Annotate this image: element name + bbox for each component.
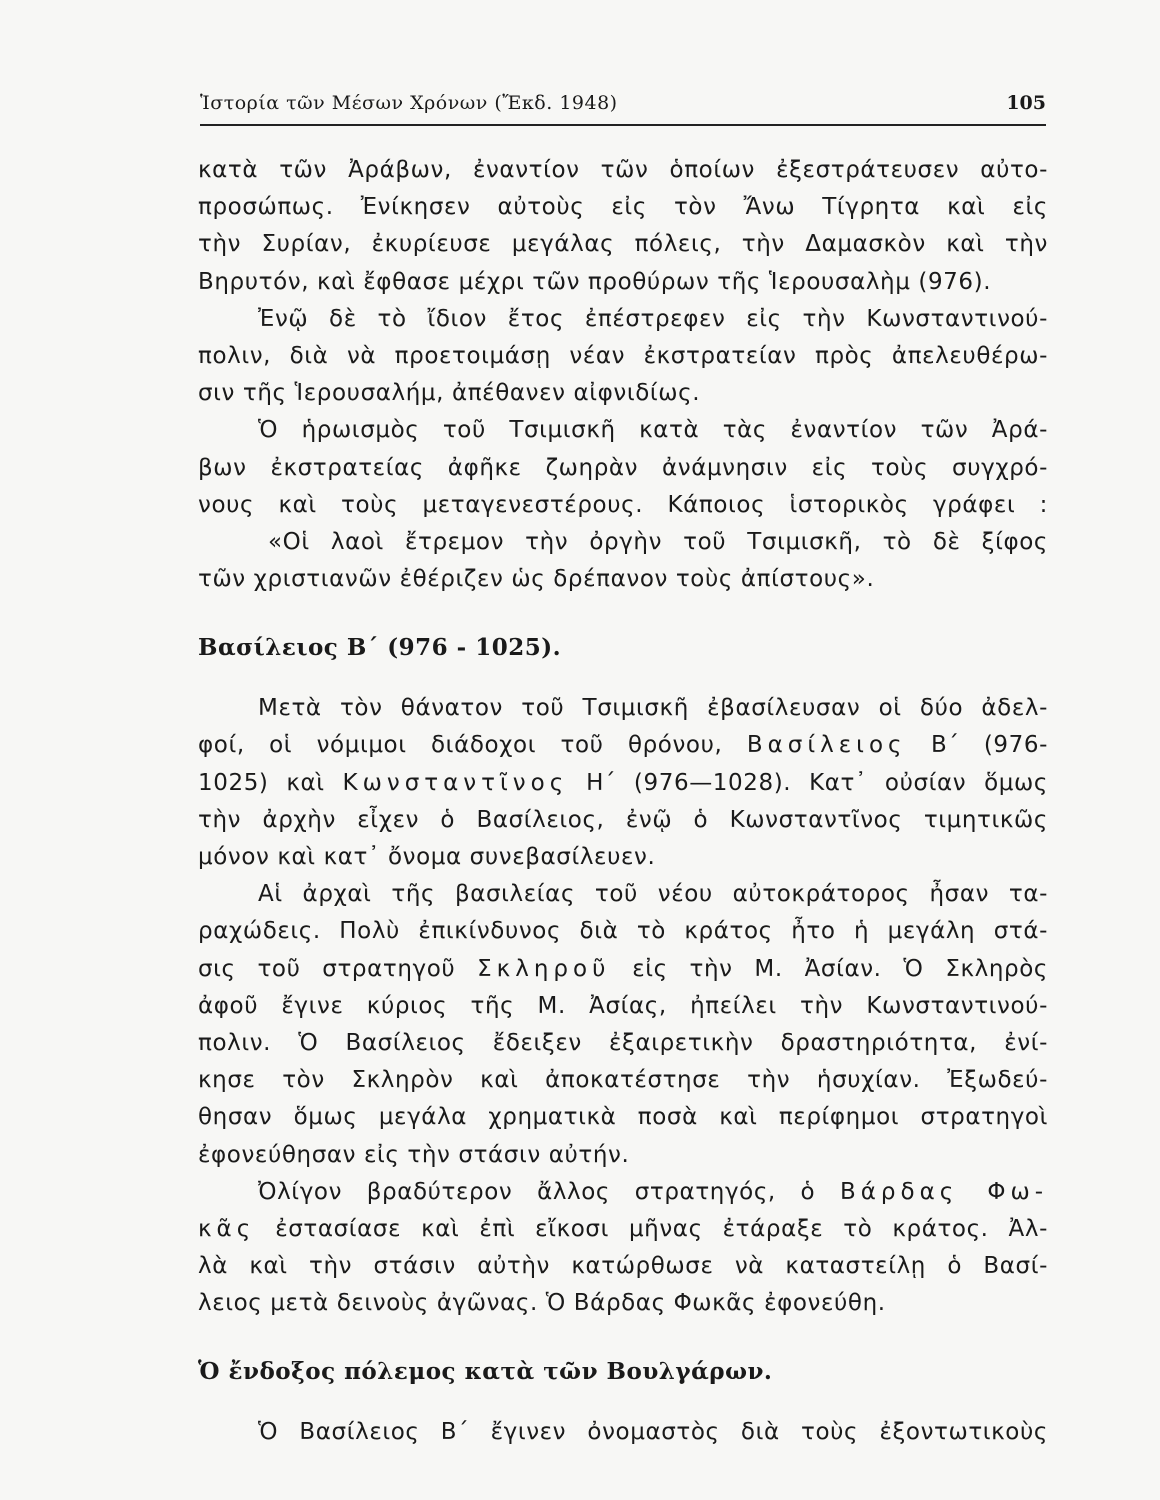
text-line: Μετὰ τὸν θάνατον τοῦ Τσιμισκῆ ἐβασίλευσαν οἱ δύο ἀδελ- — [258, 695, 1048, 722]
running-header — [200, 92, 1046, 126]
emphasized-name: Κωνσταντῖνος — [342, 769, 569, 796]
text-line: ἐφονεύθησαν εἰς τὴν στάσιν αὐτήν. — [198, 1141, 630, 1168]
section-heading-basil: Βασίλειος Β΄ (976 - 1025). — [198, 634, 562, 662]
text-line: Ὁ Βασίλειος Β΄ ἔγινεν ὀνομαστὸς διὰ τοὺς ἐξοντωτικοὺς — [258, 1419, 1048, 1446]
text-line: Αἱ ἀρχαὶ τῆς βασιλείας τοῦ νέου αὐτοκράτορος ἦσαν τα- — [258, 881, 1048, 908]
text-line: σιν τῆς Ἱερουσαλήμ, ἀπέθανεν αἰφνιδίως. — [198, 380, 701, 407]
text-line: λὰ καὶ τὴν στάσιν αὐτὴν κατώρθωσε νὰ καταστείλῃ ὁ Βασί- — [198, 1253, 1048, 1280]
emphasized-name: Βάρδας Φω- — [839, 1178, 1048, 1205]
text-line: τὴν Συρίαν, ἐκυρίευσε μεγάλας πόλεις, τὴν Δαμασκὸν καὶ τὴν — [198, 231, 1048, 258]
page-number: 105 — [1006, 92, 1046, 114]
emphasized-name: Βασίλειος — [746, 732, 907, 759]
text-line: μόνον καὶ κατ᾽ ὄνομα συνεβασίλευεν. — [198, 844, 656, 870]
text-line: τὴν ἀρχὴν εἶχεν ὁ Βασίλειος, ἐνῷ ὁ Κωνσταντῖνος τιμητικῶς — [198, 806, 1048, 833]
text-line: λειος μετὰ δεινοὺς ἀγῶνας. Ὁ Βάρδας Φωκᾶς ἐφονεύθη. — [198, 1290, 886, 1317]
text-line: νους καὶ τοὺς μεταγενεστέρους. Κάποιος ἱστορικὸς γράφει : — [198, 491, 1048, 518]
text-line: Βηρυτόν, καὶ ἔφθασε μέχρι τῶν προθύρων τῆς Ἱερουσαλὴμ (976). — [198, 268, 992, 295]
text-line: κησε τὸν Σκληρὸν καὶ ἀποκατέστησε τὴν ἡσυχίαν. Ἐξωδεύ- — [198, 1067, 1048, 1094]
text-line: κατὰ τῶν Ἀράβων, ἐναντίον τῶν ὁποίων ἐξεστράτευσεν αὐτο- — [198, 157, 1048, 183]
text-line: πολιν, διὰ νὰ προετοιμάσῃ νέαν ἐκστρατείαν πρὸς ἀπελευθέρω- — [198, 342, 1048, 369]
page-body — [198, 152, 1048, 1452]
quote-line: «Οἱ λαοὶ ἔτρεμον τὴν ὀργὴν τοῦ Τσιμισκῆ, τὸ δὲ ξίφος — [268, 528, 1048, 555]
text-line: πολιν. Ὁ Βασίλειος ἔδειξεν ἐξαιρετικὴν δραστηριότητα, ἐνί- — [198, 1029, 1048, 1056]
text-line: κᾶς ἐστασίασε καὶ ἐπὶ εἴκοσι μῆνας ἐτάραξε τὸ κράτος. Ἀλ- — [198, 1215, 1048, 1242]
text-line: Ὁ ἡρωισμὸς τοῦ Τσιμισκῆ κατὰ τὰς ἐναντίον τῶν Ἀρά- — [258, 417, 1048, 444]
text-line: φοί, οἱ νόμιμοι διάδοχοι τοῦ θρόνου, Βασίλειος Β΄ (976- — [198, 732, 1048, 759]
text-line: 1025) καὶ Κωνσταντῖνος Η΄ (976—1028). Κατ᾽ οὐσίαν ὅμως — [198, 769, 1048, 796]
quote-line: τῶν χριστιανῶν ἐθέριζεν ὡς δρέπανον τοὺς ἀπίστους». — [198, 566, 875, 593]
text-line: βων ἐκστρατείας ἀφῆκε ζωηρὰν ἀνάμνησιν εἰς τοὺς συγχρό- — [198, 454, 1048, 481]
text-line: Ἐνῷ δὲ τὸ ἴδιον ἔτος ἐπέστρεφεν εἰς τὴν Κωνσταντινού- — [258, 305, 1048, 332]
header-title: Ἱστορία τῶν Μέσων Χρόνων (Ἔκδ. 1948) — [200, 92, 618, 114]
text-line: ραχώδεις. Πολὺ ἐπικίνδυνος διὰ τὸ κράτος ἦτο ἡ μεγάλη στά- — [198, 918, 1048, 945]
text-line: Ὀλίγον βραδύτερον ἄλλος στρατηγός, ὁ Βάρδας Φω- — [258, 1178, 1048, 1205]
text-line: θησαν ὅμως μεγάλα χρηματικὰ ποσὰ καὶ περίφημοι στρατηγοὶ — [198, 1104, 1048, 1131]
text-line: σις τοῦ στρατηγοῦ Σκληροῦ εἰς τὴν Μ. Ἀσίαν. Ὁ Σκληρὸς — [198, 955, 1048, 982]
text-line: ἀφοῦ ἔγινε κύριος τῆς Μ. Ἀσίας, ἠπείλει τὴν Κωνσταντινού- — [198, 992, 1048, 1019]
emphasized-name: Σκληροῦ — [477, 955, 611, 982]
text-line: προσώπως. Ἐνίκησεν αὐτοὺς εἰς τὸν Ἄνω Τίγρητα καὶ εἰς — [198, 194, 1048, 221]
section-heading-bulgarian-war: Ὁ ἔνδοξος πόλεμος κατὰ τῶν Βουλγάρων. — [198, 1358, 773, 1386]
emphasized-name: κᾶς — [198, 1215, 256, 1242]
